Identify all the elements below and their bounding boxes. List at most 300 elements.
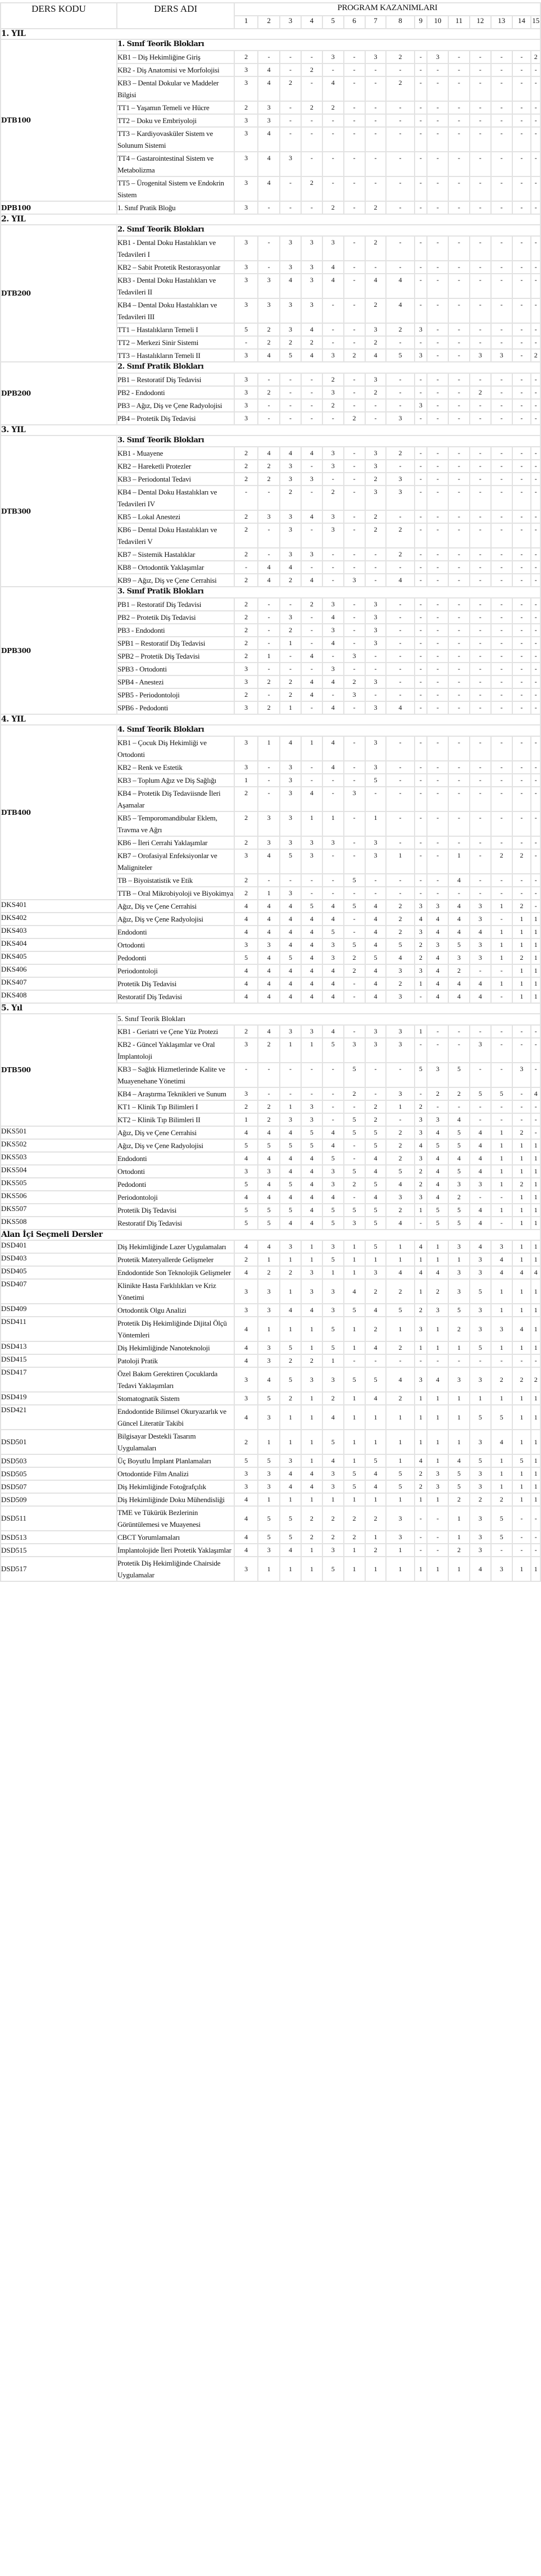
outcome-value-2: 1 bbox=[258, 1557, 279, 1581]
outcome-value-10: 1 bbox=[428, 1405, 448, 1429]
outcome-value-10: - bbox=[428, 787, 448, 811]
outcome-value-9: - bbox=[415, 473, 427, 485]
outcome-value-3: 3 bbox=[280, 1114, 301, 1126]
outcome-value-10: 4 bbox=[428, 1191, 448, 1203]
outcome-value-12: - bbox=[470, 598, 490, 610]
outcome-value-3: 3 bbox=[280, 1455, 301, 1467]
outcome-value-7: - bbox=[366, 152, 386, 176]
outcome-value-8: - bbox=[387, 152, 413, 176]
outcome-value-4: - bbox=[302, 486, 322, 510]
outcome-value-14: 2 bbox=[513, 850, 531, 873]
outcome-value-3: 2 bbox=[280, 1355, 301, 1367]
outcome-value-7: 1 bbox=[366, 1531, 386, 1543]
outcome-value-1: 2 bbox=[235, 51, 257, 63]
outcome-value-11: 1 bbox=[449, 1405, 469, 1429]
outcome-value-11: 2 bbox=[449, 1088, 469, 1100]
outcome-value-7: 2 bbox=[366, 511, 386, 523]
outcome-value-8: 3 bbox=[387, 1026, 413, 1037]
outcome-value-3: 2 bbox=[280, 337, 301, 348]
outcome-value-8: 2 bbox=[387, 1127, 413, 1139]
outcome-value-10: - bbox=[428, 1507, 448, 1530]
course-name: Ortodonti bbox=[117, 939, 234, 951]
outcome-value-8: - bbox=[387, 774, 413, 786]
outcome-value-5: 5 bbox=[323, 1217, 343, 1229]
course-code: DKS402 bbox=[1, 913, 116, 925]
outcome-value-5: 5 bbox=[323, 1153, 343, 1164]
outcome-value-5: - bbox=[323, 299, 343, 323]
outcome-value-11: - bbox=[449, 1026, 469, 1037]
outcome-value-5: - bbox=[323, 64, 343, 76]
block-row-name: KB1 – Diş Hekimliğine Giriş bbox=[117, 51, 234, 63]
outcome-value-1: 2 bbox=[235, 473, 257, 485]
outcome-value-3: 5 bbox=[280, 850, 301, 873]
outcome-value-4: 4 bbox=[302, 1204, 322, 1216]
outcome-value-6: 1 bbox=[344, 1317, 365, 1341]
outcome-value-14: 1 bbox=[513, 965, 531, 977]
outcome-value-9: - bbox=[415, 64, 427, 76]
outcome-value-13: 5 bbox=[492, 1405, 512, 1429]
outcome-value-6: - bbox=[344, 64, 365, 76]
outcome-value-6: - bbox=[344, 598, 365, 610]
course-code: DKS502 bbox=[1, 1140, 116, 1151]
outcome-value-9: 3 bbox=[415, 965, 427, 977]
course-row bbox=[1, 1217, 540, 1229]
outcome-value-1: 3 bbox=[235, 1280, 257, 1303]
outcome-value-9: 2 bbox=[415, 952, 427, 964]
outcome-value-2: 1 bbox=[258, 1430, 279, 1454]
outcome-value-3: 1 bbox=[280, 1405, 301, 1429]
outcome-value-9: - bbox=[415, 511, 427, 523]
outcome-value-12: - bbox=[470, 676, 490, 688]
course-code: DSD419 bbox=[1, 1393, 116, 1404]
course-row bbox=[1, 1241, 540, 1253]
outcome-value-14: - bbox=[513, 737, 531, 760]
outcome-value-13: 5 bbox=[492, 1531, 512, 1543]
outcome-value-11: - bbox=[449, 460, 469, 472]
outcome-value-6: 1 bbox=[344, 1494, 365, 1505]
outcome-value-9: 4 bbox=[415, 1241, 427, 1253]
year-row bbox=[1, 1004, 540, 1013]
outcome-value-12: - bbox=[470, 400, 490, 411]
outcome-value-6: - bbox=[344, 400, 365, 411]
course-name: Protetik Diş Tedavisi bbox=[117, 978, 234, 990]
outcome-value-9: 3 bbox=[415, 1153, 427, 1164]
outcome-value-5: 3 bbox=[323, 837, 343, 849]
outcome-value-4: 1 bbox=[302, 1241, 322, 1253]
outcome-value-6: - bbox=[344, 611, 365, 623]
outcome-value-15: 2 bbox=[531, 350, 540, 361]
outcome-value-9: - bbox=[415, 460, 427, 472]
outcome-value-13: 1 bbox=[492, 1393, 512, 1404]
outcome-value-13: 1 bbox=[492, 1481, 512, 1493]
outcome-value-4: 4 bbox=[302, 350, 322, 361]
outcome-value-6: 2 bbox=[344, 1531, 365, 1543]
course-row bbox=[1, 1204, 540, 1216]
outcome-value-6: - bbox=[344, 274, 365, 298]
outcome-value-2: 1 bbox=[258, 1494, 279, 1505]
outcome-value-11: 1 bbox=[449, 1393, 469, 1404]
outcome-value-14: - bbox=[513, 761, 531, 773]
block-title: 3. Sınıf Teorik Blokları bbox=[117, 436, 540, 446]
outcome-value-13: - bbox=[492, 887, 512, 899]
outcome-value-13: - bbox=[492, 663, 512, 675]
outcome-value-3: 4 bbox=[280, 978, 301, 990]
outcome-value-7: 3 bbox=[366, 598, 386, 610]
outcome-value-3: 5 bbox=[280, 1178, 301, 1190]
outcome-value-9: 1 bbox=[415, 1430, 427, 1454]
outcome-value-15: - bbox=[531, 1507, 540, 1530]
header-program-kazanimlari: PROGRAM KAZANIMLARI bbox=[235, 3, 540, 15]
outcome-value-10: 3 bbox=[428, 1304, 448, 1316]
outcome-value-4: 4 bbox=[302, 1191, 322, 1203]
outcome-value-10: 1 bbox=[428, 1342, 448, 1354]
outcome-value-4: 2 bbox=[302, 337, 322, 348]
course-name: Diş Hekimliğinde Doku Mühendisliği bbox=[117, 1494, 234, 1505]
outcome-value-8: 2 bbox=[387, 524, 413, 547]
outcome-value-4: 3 bbox=[302, 1114, 322, 1126]
outcome-value-4: - bbox=[302, 624, 322, 636]
outcome-value-2: 4 bbox=[258, 991, 279, 1003]
outcome-value-5: 4 bbox=[323, 913, 343, 925]
outcome-value-12: - bbox=[470, 637, 490, 649]
outcome-value-15: 4 bbox=[531, 1267, 540, 1278]
outcome-value-7: 1 bbox=[366, 1405, 386, 1429]
outcome-value-7: - bbox=[366, 887, 386, 899]
outcome-value-10: 4 bbox=[428, 991, 448, 1003]
outcome-value-11: - bbox=[449, 274, 469, 298]
course-name: Ağız, Diş ve Çene Radyolojisi bbox=[117, 913, 234, 925]
outcome-value-1: 3 bbox=[235, 702, 257, 714]
outcome-value-11: 3 bbox=[449, 1368, 469, 1391]
outcome-value-10: - bbox=[428, 1355, 448, 1367]
outcome-value-2: 3 bbox=[258, 274, 279, 298]
outcome-value-2: 4 bbox=[258, 350, 279, 361]
year-heading: 4. YIL bbox=[1, 715, 540, 724]
outcome-value-15: 1 bbox=[531, 939, 540, 951]
outcome-value-4: 3 bbox=[302, 1101, 322, 1113]
outcome-value-2: 5 bbox=[258, 1507, 279, 1530]
outcome-value-6: - bbox=[344, 1153, 365, 1164]
outcome-value-1: 2 bbox=[235, 548, 257, 560]
outcome-value-7: 2 bbox=[366, 1317, 386, 1341]
outcome-value-10: 3 bbox=[428, 51, 448, 63]
outcome-value-1: 1 bbox=[235, 1114, 257, 1126]
outcome-value-13: 2 bbox=[492, 1368, 512, 1391]
outcome-value-8: 5 bbox=[387, 1165, 413, 1177]
outcome-value-6: 5 bbox=[344, 1204, 365, 1216]
outcome-value-3: 5 bbox=[280, 1507, 301, 1530]
outcome-value-7: 2 bbox=[366, 1114, 386, 1126]
outcome-value-15: 1 bbox=[531, 1217, 540, 1229]
outcome-value-8: 3 bbox=[387, 412, 413, 424]
course-code: DSD517 bbox=[1, 1557, 116, 1581]
outcome-value-1: 3 bbox=[235, 1468, 257, 1480]
outcome-value-6: - bbox=[344, 77, 365, 101]
outcome-value-6: - bbox=[344, 1026, 365, 1037]
outcome-value-2: 4 bbox=[258, 913, 279, 925]
outcome-value-6: 2 bbox=[344, 350, 365, 361]
outcome-value-10: - bbox=[428, 574, 448, 586]
outcome-value-10: - bbox=[428, 874, 448, 886]
outcome-value-6: - bbox=[344, 1191, 365, 1203]
block-title: 5. Sınıf Teorik Blokları bbox=[117, 1014, 540, 1024]
outcome-value-5: 4 bbox=[323, 261, 343, 273]
outcome-value-3: 4 bbox=[280, 1165, 301, 1177]
outcome-value-5: 3 bbox=[323, 51, 343, 63]
outcome-value-14: 1 bbox=[513, 1280, 531, 1303]
outcome-value-1: 5 bbox=[235, 1217, 257, 1229]
outcome-value-14: - bbox=[513, 812, 531, 836]
outcome-value-9: - bbox=[415, 261, 427, 273]
outcome-value-11: - bbox=[449, 637, 469, 649]
outcome-value-2: - bbox=[258, 237, 279, 260]
outcome-value-13: - bbox=[492, 152, 512, 176]
outcome-value-12: - bbox=[470, 837, 490, 849]
outcome-value-12: - bbox=[470, 761, 490, 773]
outcome-value-7: 1 bbox=[366, 1430, 386, 1454]
outcome-value-8: 3 bbox=[387, 1531, 413, 1543]
outcome-value-12: - bbox=[470, 887, 490, 899]
outcome-value-4: 1 bbox=[302, 1455, 322, 1467]
outcome-value-7: 3 bbox=[366, 737, 386, 760]
outcome-value-11: - bbox=[449, 837, 469, 849]
course-row bbox=[1, 1507, 540, 1530]
outcome-value-14: - bbox=[513, 51, 531, 63]
outcome-value-2: 4 bbox=[258, 128, 279, 151]
outcome-value-9: - bbox=[415, 812, 427, 836]
outcome-value-3: - bbox=[280, 1088, 301, 1100]
outcome-value-10: - bbox=[428, 152, 448, 176]
outcome-value-7: 3 bbox=[366, 447, 386, 459]
outcome-value-15: 1 bbox=[531, 1393, 540, 1404]
outcome-value-9: - bbox=[415, 874, 427, 886]
block-row-name: KB3 – Sağlık Hizmetlerinde Kalite ve Muayenehane Yönetimi bbox=[117, 1063, 234, 1087]
outcome-value-10: - bbox=[428, 774, 448, 786]
outcome-value-3: 4 bbox=[280, 447, 301, 459]
outcome-value-10: 5 bbox=[428, 1204, 448, 1216]
outcome-value-9: - bbox=[415, 598, 427, 610]
outcome-value-7: - bbox=[366, 261, 386, 273]
outcome-value-6: 3 bbox=[344, 574, 365, 586]
outcome-value-1: 2 bbox=[235, 524, 257, 547]
outcome-value-5: 5 bbox=[323, 1557, 343, 1581]
outcome-value-1: 2 bbox=[235, 812, 257, 836]
outcome-value-3: - bbox=[280, 202, 301, 214]
outcome-value-6: 5 bbox=[344, 900, 365, 912]
outcome-value-9: - bbox=[415, 237, 427, 260]
outcome-value-10: 3 bbox=[428, 1481, 448, 1493]
outcome-value-1: 3 bbox=[235, 152, 257, 176]
outcome-value-12: 3 bbox=[470, 1267, 490, 1278]
outcome-value-10: - bbox=[428, 1544, 448, 1556]
outcome-value-11: - bbox=[449, 486, 469, 510]
outcome-value-15: - bbox=[531, 837, 540, 849]
outcome-value-7: 4 bbox=[366, 1165, 386, 1177]
outcome-value-11: - bbox=[449, 737, 469, 760]
outcome-value-5: 3 bbox=[323, 387, 343, 398]
course-row bbox=[1, 1280, 540, 1303]
block-row-name: PB2 - Endodonti bbox=[117, 387, 234, 398]
course-name: Özel Bakım Gerektiren Çocuklarda Tedavi Yaklaşımları bbox=[117, 1368, 234, 1391]
outcome-value-15: - bbox=[531, 337, 540, 348]
block-row-name: TB – Biyoistatistik ve Etik bbox=[117, 874, 234, 886]
outcome-value-8: 1 bbox=[387, 1455, 413, 1467]
outcome-value-14: 1 bbox=[513, 1165, 531, 1177]
outcome-value-13: 2 bbox=[492, 850, 512, 873]
block-row-name: KB7 – Sistemik Hastalıklar bbox=[117, 548, 234, 560]
outcome-value-3: 5 bbox=[280, 952, 301, 964]
course-name: CBCT Yorumlamaları bbox=[117, 1531, 234, 1543]
block-row-name: TT4 – Gastarointestinal Sistem ve Metabolizma bbox=[117, 152, 234, 176]
outcome-value-4: 2 bbox=[302, 1531, 322, 1543]
outcome-value-11: - bbox=[449, 51, 469, 63]
course-row bbox=[1, 926, 540, 938]
outcome-value-10: - bbox=[428, 460, 448, 472]
outcome-value-10: 4 bbox=[428, 1368, 448, 1391]
outcome-value-11: - bbox=[449, 561, 469, 573]
outcome-value-9: - bbox=[415, 624, 427, 636]
outcome-value-13: 1 bbox=[492, 1165, 512, 1177]
block-row-name: KB2 - Diş Anatomisi ve Morfolojisi bbox=[117, 64, 234, 76]
outcome-value-7: 3 bbox=[366, 374, 386, 386]
outcome-value-12: 4 bbox=[470, 926, 490, 938]
outcome-value-2: - bbox=[258, 598, 279, 610]
outcome-value-9: 1 bbox=[415, 1393, 427, 1404]
outcome-value-10: - bbox=[428, 511, 448, 523]
outcome-value-4: 4 bbox=[302, 324, 322, 335]
outcome-value-11: - bbox=[449, 511, 469, 523]
outcome-value-5: - bbox=[323, 412, 343, 424]
outcome-value-14: - bbox=[513, 1038, 531, 1062]
outcome-value-1: 3 bbox=[235, 64, 257, 76]
outcome-value-7: 3 bbox=[366, 486, 386, 510]
outcome-value-12: - bbox=[470, 774, 490, 786]
outcome-value-13: - bbox=[492, 387, 512, 398]
outcome-value-13: - bbox=[492, 261, 512, 273]
block-row-name: PB3 - Endodonti bbox=[117, 624, 234, 636]
outcome-value-12: 3 bbox=[470, 1481, 490, 1493]
outcome-value-10: - bbox=[428, 761, 448, 773]
outcome-value-6: - bbox=[344, 202, 365, 214]
outcome-value-3: - bbox=[280, 650, 301, 662]
outcome-value-9: 1 bbox=[415, 1494, 427, 1505]
course-name: Protetik Diş Tedavisi bbox=[117, 1204, 234, 1216]
outcome-value-3: - bbox=[280, 128, 301, 151]
outcome-value-13: - bbox=[492, 913, 512, 925]
outcome-value-9: - bbox=[415, 774, 427, 786]
outcome-value-15: - bbox=[531, 274, 540, 298]
outcome-value-6: 3 bbox=[344, 787, 365, 811]
outcome-value-3: 3 bbox=[280, 152, 301, 176]
outcome-value-13: 1 bbox=[492, 1153, 512, 1164]
outcome-value-3: 5 bbox=[280, 1204, 301, 1216]
outcome-value-9: 3 bbox=[415, 324, 427, 335]
outcome-value-15: 2 bbox=[531, 1368, 540, 1391]
outcome-value-9: - bbox=[415, 152, 427, 176]
outcome-value-14: - bbox=[513, 774, 531, 786]
course-name: TME ve Tükürük Bezlerinin Görüntülemesi ve Muayenesi bbox=[117, 1507, 234, 1530]
outcome-value-4: 3 bbox=[302, 299, 322, 323]
outcome-value-4: 4 bbox=[302, 1304, 322, 1316]
outcome-value-8: - bbox=[387, 676, 413, 688]
outcome-value-11: 3 bbox=[449, 1241, 469, 1253]
outcome-value-8: 5 bbox=[387, 1304, 413, 1316]
course-row bbox=[1, 1127, 540, 1139]
outcome-value-3: 3 bbox=[280, 237, 301, 260]
course-name: Ağız, Diş ve Çene Radyolojisi bbox=[117, 1140, 234, 1151]
outcome-value-7: - bbox=[366, 874, 386, 886]
outcome-value-14: - bbox=[513, 874, 531, 886]
outcome-value-2: - bbox=[258, 400, 279, 411]
outcome-value-1: 4 bbox=[235, 1507, 257, 1530]
outcome-value-2: 3 bbox=[258, 1304, 279, 1316]
outcome-value-4: 1 bbox=[302, 1393, 322, 1404]
block-title: 2. Sınıf Pratik Blokları bbox=[117, 362, 540, 373]
outcome-value-5: - bbox=[323, 1114, 343, 1126]
outcome-value-8: 4 bbox=[387, 702, 413, 714]
outcome-value-3: 4 bbox=[280, 991, 301, 1003]
outcome-value-14: 1 bbox=[513, 991, 531, 1003]
outcome-value-6: - bbox=[344, 177, 365, 201]
outcome-value-10: - bbox=[428, 561, 448, 573]
outcome-value-9: - bbox=[415, 611, 427, 623]
outcome-value-8: - bbox=[387, 261, 413, 273]
outcome-value-14: - bbox=[513, 77, 531, 101]
outcome-value-2: 4 bbox=[258, 64, 279, 76]
outcome-value-15: 1 bbox=[531, 926, 540, 938]
outcome-value-8: - bbox=[387, 650, 413, 662]
outcome-value-6: 1 bbox=[344, 1241, 365, 1253]
outcome-value-15: 1 bbox=[531, 1455, 540, 1467]
outcome-value-1: 4 bbox=[235, 1127, 257, 1139]
block-row-name: KB3 – Toplum Ağız ve Diş Sağlığı bbox=[117, 774, 234, 786]
block-row-name: PB3 – Ağız, Diş ve Çene Radyolojisi bbox=[117, 400, 234, 411]
outcome-value-14: 1 bbox=[513, 1430, 531, 1454]
outcome-value-15: - bbox=[531, 77, 540, 101]
outcome-value-2: 3 bbox=[258, 1280, 279, 1303]
outcome-value-8: - bbox=[387, 1114, 413, 1126]
year-heading: Alan İçi Seçmeli Dersler bbox=[1, 1230, 540, 1240]
outcome-value-9: 2 bbox=[415, 1178, 427, 1190]
outcome-value-12: 3 bbox=[470, 1038, 490, 1062]
outcome-value-4: - bbox=[302, 611, 322, 623]
outcome-value-14: 1 bbox=[513, 926, 531, 938]
course-name: Bilgisayar Destekli Tasarım Uygulamaları bbox=[117, 1430, 234, 1454]
course-row bbox=[1, 1557, 540, 1581]
outcome-value-2: - bbox=[258, 774, 279, 786]
outcome-value-9: - bbox=[415, 1544, 427, 1556]
outcome-value-2: 4 bbox=[258, 1153, 279, 1164]
outcome-value-7: - bbox=[366, 574, 386, 586]
block-row-name: SPB3 - Ortodonti bbox=[117, 663, 234, 675]
outcome-value-12: 3 bbox=[470, 913, 490, 925]
outcome-value-11: - bbox=[449, 77, 469, 101]
outcome-value-14: - bbox=[513, 128, 531, 151]
outcome-value-7: 1 bbox=[366, 1557, 386, 1581]
outcome-value-12: - bbox=[470, 737, 490, 760]
outcome-value-14: - bbox=[513, 787, 531, 811]
outcome-value-14: - bbox=[513, 400, 531, 411]
outcome-value-6: 1 bbox=[344, 1557, 365, 1581]
outcome-value-15: 2 bbox=[531, 51, 540, 63]
outcome-value-1: - bbox=[235, 337, 257, 348]
outcome-value-5: 1 bbox=[323, 1267, 343, 1278]
outcome-value-6: 1 bbox=[344, 1393, 365, 1404]
outcome-value-7: - bbox=[366, 102, 386, 114]
outcome-value-1: 3 bbox=[235, 128, 257, 151]
header-ders-kodu: DERS KODU bbox=[1, 3, 116, 28]
year-row bbox=[1, 215, 540, 224]
